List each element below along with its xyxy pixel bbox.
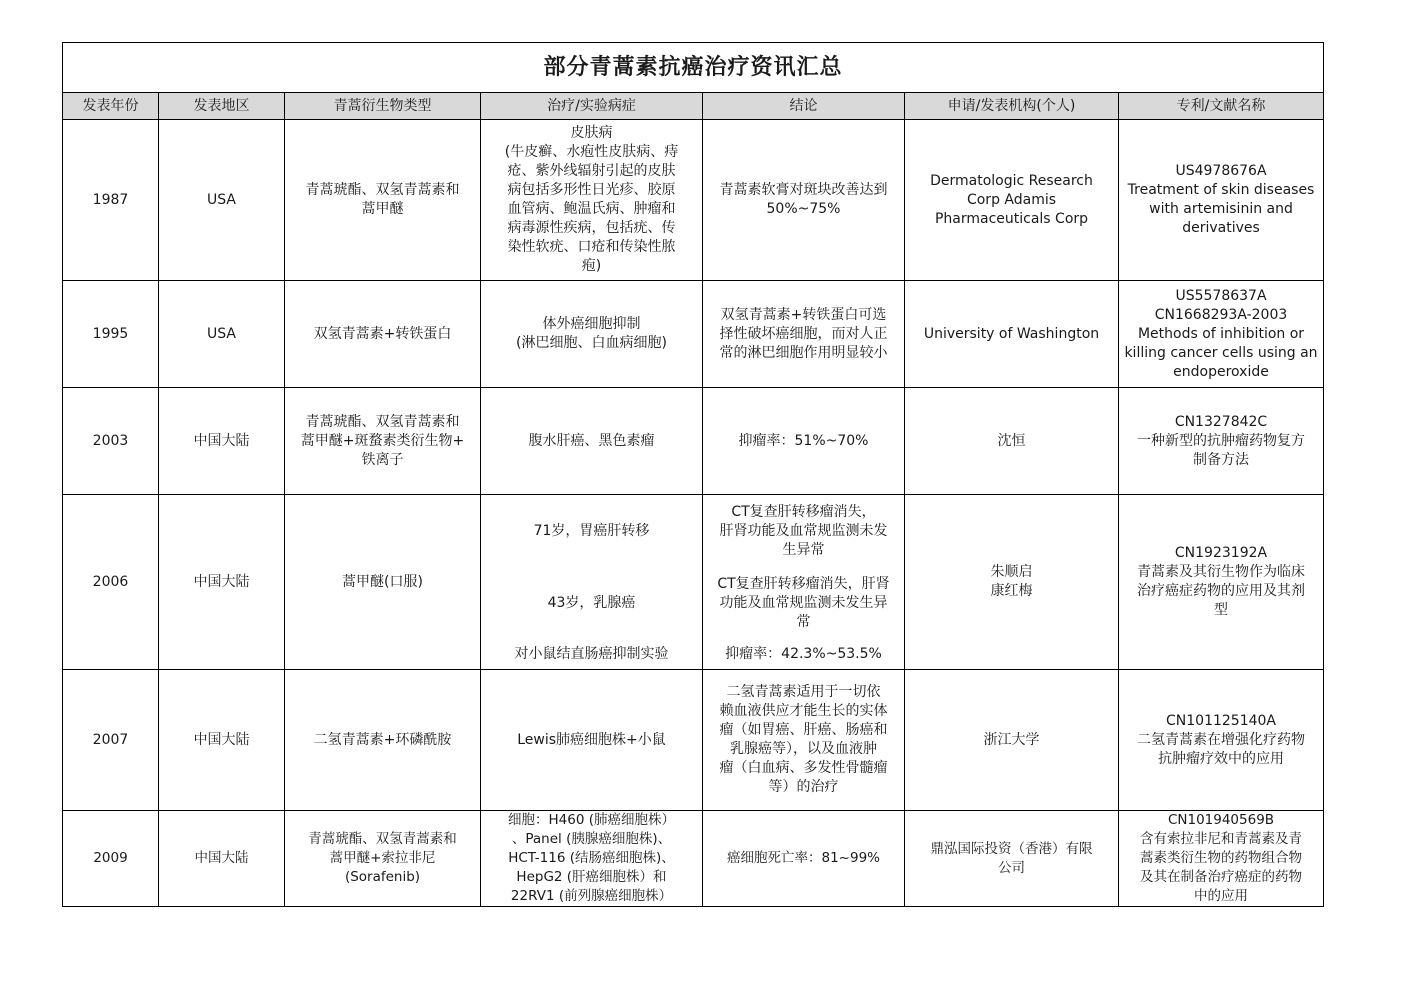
- cell-year: 2009: [63, 811, 159, 907]
- cell-region: 中国大陆: [159, 495, 285, 670]
- cell-institution: 沈恒: [905, 388, 1119, 495]
- cell-conclusion: 癌细胞死亡率：81~99%: [703, 811, 905, 907]
- header-region: 发表地区: [159, 93, 285, 120]
- cell-institution: 朱顺启 康红梅: [905, 495, 1119, 670]
- header-year: 发表年份: [63, 93, 159, 120]
- cell-condition: 体外癌细胞抑制 (淋巴细胞、白血病细胞): [481, 281, 703, 388]
- table-title: 部分青蒿素抗癌治疗资讯汇总: [63, 43, 1324, 93]
- table-row: [63, 388, 1324, 495]
- cell-region: 中国大陆: [159, 388, 285, 495]
- cell-year: 2003: [63, 388, 159, 495]
- cell-institution: 鼎泓国际投资（香港）有限 公司: [905, 811, 1119, 907]
- cell-conclusion: 二氢青蒿素适用于一切依 赖血液供应才能生长的实体 瘤（如胃癌、肝癌、肠癌和 乳腺癌等），以及血液肿 瘤（白血病、多发性骨髓瘤 等）的治疗: [703, 670, 905, 811]
- condition-case-3: 对小鼠结直肠癌抑制实验: [514, 645, 669, 662]
- cell-patent: CN1923192A 青蒿素及其衍生物作为临床 治疗癌症药物的应用及其剂 型: [1119, 495, 1324, 670]
- cell-conclusion: [703, 495, 905, 670]
- cell-condition: 细胞：H460 (肺癌细胞株） 、Panel (胰腺癌细胞株)、 HCT-116 (结肠癌细胞株)、 HepG2 (肝癌细胞株）和 22RV1 (前列腺癌细胞株）: [481, 811, 703, 907]
- summary-sheet: [62, 42, 1323, 907]
- cell-year: 2007: [63, 670, 159, 811]
- table-row: [63, 670, 1324, 811]
- cell-derivative: 青蒿琥酯、双氢青蒿素和 蒿甲醚: [285, 120, 481, 281]
- cell-patent: CN101940569B 含有索拉非尼和青蒿素及青 蒿素类衍生物的药物组合物 及其在制备治疗癌症的药物 中的应用: [1119, 811, 1324, 907]
- summary-table: [62, 42, 1324, 907]
- cell-region: USA: [159, 120, 285, 281]
- cell-condition: [481, 495, 703, 670]
- table-row: [63, 811, 1324, 907]
- cell-region: 中国大陆: [159, 811, 285, 907]
- cell-region: 中国大陆: [159, 670, 285, 811]
- table-row: [63, 120, 1324, 281]
- cell-conclusion: 青蒿素软膏对斑块改善达到 50%~75%: [703, 120, 905, 281]
- cell-condition: 腹水肝癌、黑色素瘤: [481, 388, 703, 495]
- header-institution: 申请/发表机构(个人): [905, 93, 1119, 120]
- cell-conclusion: 双氢青蒿素+转铁蛋白可选 择性破坏癌细胞，而对人正 常的淋巴细胞作用明显较小: [703, 281, 905, 388]
- cell-region: USA: [159, 281, 285, 388]
- cell-derivative: 蒿甲醚(口服): [285, 495, 481, 670]
- cell-patent: US5578637A CN1668293A-2003 Methods of inhibition or killing cancer cells using an endoperoxide: [1119, 281, 1324, 388]
- cell-institution: University of Washington: [905, 281, 1119, 388]
- cell-condition: 皮肤病 (牛皮癣、水疱性皮肤病、痔 疮、紫外线辐射引起的皮肤 病包括多形性日光疹、胶原 血管病、鲍温氏病、肿瘤和 病毒源性疾病，包括疣、传 染性软疣、口疮和传染性脓 疱): [481, 120, 703, 281]
- cell-derivative: 青蒿琥酯、双氢青蒿素和 蒿甲醚+索拉非尼 (Sorafenib): [285, 811, 481, 907]
- header-condition: 治疗/实验病症: [481, 93, 703, 120]
- cell-conclusion: 抑瘤率：51%~70%: [703, 388, 905, 495]
- conclusion-case-1: CT复查肝转移瘤消失， 肝肾功能及血常规监测未发 生异常: [719, 503, 888, 558]
- cell-derivative: 青蒿琥酯、双氢青蒿素和 蒿甲醚+斑蝥素类衍生物+ 铁离子: [285, 388, 481, 495]
- cell-year: 2006: [63, 495, 159, 670]
- condition-case-1: 71岁，胃癌肝转移: [533, 522, 650, 539]
- cell-year: 1987: [63, 120, 159, 281]
- cell-patent: US4978676A Treatment of skin diseases with artemisinin and derivatives: [1119, 120, 1324, 281]
- condition-case-2: 43岁，乳腺癌: [547, 594, 636, 611]
- table-row: [63, 495, 1324, 670]
- conclusion-case-2: CT复查肝转移瘤消失，肝肾 功能及血常规监测未发生异 常: [717, 575, 890, 630]
- cell-year: 1995: [63, 281, 159, 388]
- header-conclusion: 结论: [703, 93, 905, 120]
- cell-institution: Dermatologic Research Corp Adamis Pharmaceuticals Corp: [905, 120, 1119, 281]
- header-derivative: 青蒿衍生物类型: [285, 93, 481, 120]
- cell-derivative: 双氢青蒿素+转铁蛋白: [285, 281, 481, 388]
- conclusion-case-3: 抑瘤率：42.3%~53.5%: [725, 645, 882, 662]
- cell-patent: CN1327842C 一种新型的抗肿瘤药物复方 制备方法: [1119, 388, 1324, 495]
- table-row: [63, 281, 1324, 388]
- cell-institution: 浙江大学: [905, 670, 1119, 811]
- cell-patent: CN101125140A 二氢青蒿素在增强化疗药物 抗肿瘤疗效中的应用: [1119, 670, 1324, 811]
- cell-condition: Lewis肺癌细胞株+小鼠: [481, 670, 703, 811]
- header-patent: 专利/文献名称: [1119, 93, 1324, 120]
- cell-derivative: 二氢青蒿素+环磷酰胺: [285, 670, 481, 811]
